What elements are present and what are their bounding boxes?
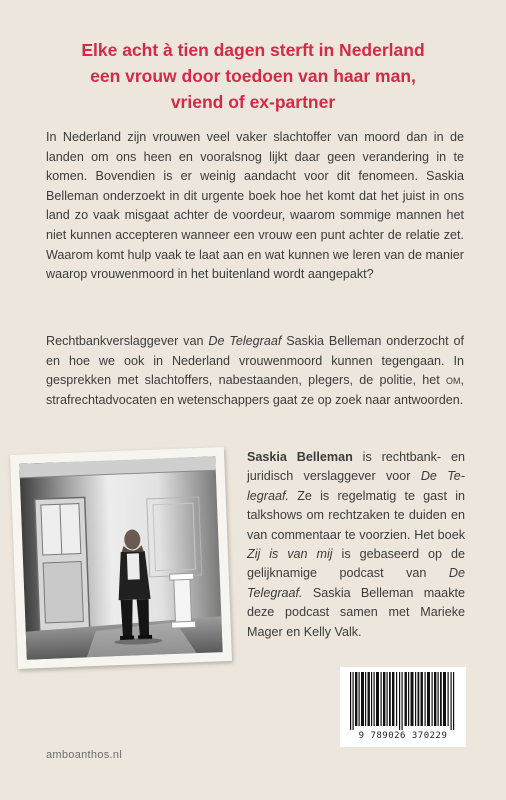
blurb-paragraph-1: In Nederland zijn vrouwen veel vaker slachtoffer van moord dan in de landen om ons heen en vooralsnog lijkt daar geen verandering in te komen. Bovendien is er weinig aandacht voor dit fenomeen. Saskia Belleman onderzoekt in dit urgente boek hoe het komt dat het juist in ons land zo vaak misgaat achter de voordeur, waarom sommige mannen het niet kunnen accepteren wanneer een vrouw een punt achter de relatie zet. Waarom komt hulp vaak te laat aan en wat kunnen we leren van de manier waarop vrouwenmoord in het buitenland wordt aangepakt? <box>46 130 464 282</box>
newspaper-name: De Telegraaf <box>208 334 282 348</box>
bio-text: is rechtbank- en juridisch verslaggever voor <box>247 450 465 484</box>
bio-text: Saskia Belleman maakte deze podcast samen met Marieke Mager en Kelly Valk. <box>247 585 465 639</box>
barcode <box>340 667 466 747</box>
author-photo-image <box>19 456 222 659</box>
headline <box>40 37 466 115</box>
paragraph-2-text: Rechtbankverslaggever van <box>46 334 209 348</box>
author-bio <box>247 448 465 642</box>
newspaper-name: De Telegraaf. <box>247 566 465 600</box>
paragraph-2-text: Saskia Belleman onderzocht of en hoe we ook in Nederland vrouwenmoord kunnen tegengaan. In gesprekken met slachtoffers, nabestaanden, plegers, de politie, het <box>46 334 464 388</box>
author-photo-frame <box>10 447 232 669</box>
paragraph-2-text: , strafrechtadvocaten en wetenschappers gaat ze op zoek naar antwoorden. <box>46 373 464 407</box>
headline-line-2: een vrouw door toedoen van haar man, <box>90 66 416 86</box>
om-abbreviation: om <box>446 373 461 388</box>
bio-text: Ze is regelmatig te gast in talkshows om rechtzaken te duiden en van commentaar te voorzien. Het boek <box>247 488 465 542</box>
book-title: Zij is van mij <box>247 547 333 562</box>
blurb-paragraph-2 <box>46 332 464 410</box>
headline-line-1: Elke acht à tien dagen sterft in Nederland <box>81 40 425 60</box>
publisher-website[interactable]: amboanthos.nl <box>46 749 123 761</box>
headline-line-3: vriend of ex-partner <box>170 92 336 112</box>
isbn-number: 9 789026 370229 <box>358 731 448 741</box>
barcode-bars <box>348 672 458 730</box>
author-name: Saskia Belleman <box>247 450 353 464</box>
bio-text: is gebaseerd op de gelijknamige podcast van <box>247 547 465 581</box>
newspaper-name: De Telegraaf. <box>247 469 465 503</box>
author-photo <box>19 456 222 659</box>
